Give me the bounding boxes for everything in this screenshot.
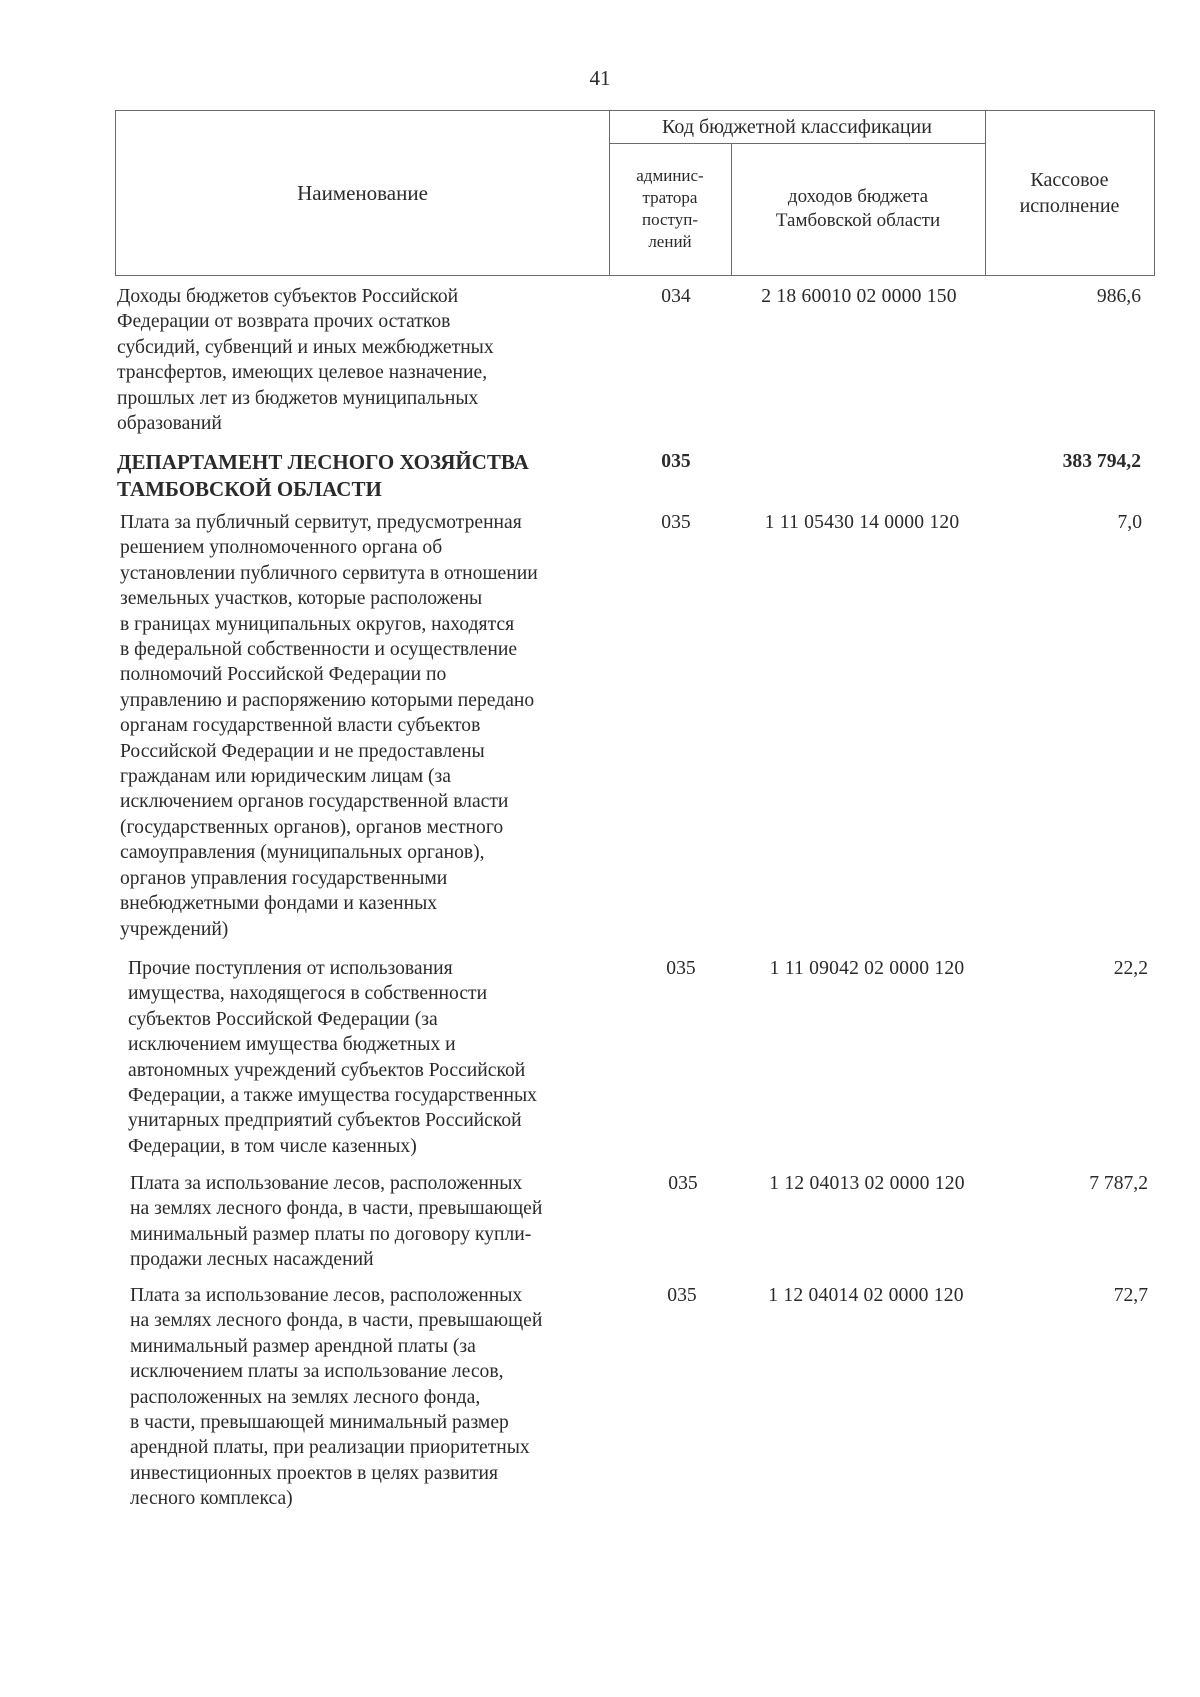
row-amount: 22,2 bbox=[1113, 958, 1148, 979]
column-header-cash-execution: Кассовое исполнение bbox=[1019, 169, 1120, 217]
row-budget-code: 1 12 04014 02 0000 120 bbox=[768, 1285, 964, 1306]
row-administrator-code: 035 bbox=[666, 958, 696, 979]
row-name: Доходы бюджетов субъектов Российской Федерации от возврата прочих остатков субсидий, субвенций и иных межбюджетных трансфертов, имеющих целевое назначение, прошлых лет из бюджетов муниципальных образований bbox=[117, 286, 494, 435]
row-name: Плата за публичный сервитут, предусмотренная решением уполномоченного органа об установлении публичного сервитута в отношении земельных участков, которые расположены в границах муниципальных округов, находятся в федеральной собственности и осуществление полномочий Российской Федерации по управлению и распоряжению которыми передано органам государственной власти субъектов Российской Федерации и не предоставлены гражданам или юридическим лицам (за исключением органов государственной власти (государственных органов), органов местного самоуправления (муниципальных органов), органов управления государственными внебюджетными фондами и казенных учреждений) bbox=[120, 512, 538, 940]
row-budget-code: 1 12 04013 02 0000 120 bbox=[769, 1173, 965, 1194]
row-amount: 986,6 bbox=[1096, 286, 1141, 307]
row-name: ДЕПАРТАМЕНТ ЛЕСНОГО ХОЗЯЙСТВА ТАМБОВСКОЙ ОБЛАСТИ bbox=[117, 450, 529, 501]
row-administrator-code: 034 bbox=[661, 286, 691, 307]
row-administrator-code: 035 bbox=[661, 451, 691, 472]
row-budget-code: 2 18 60010 02 0000 150 bbox=[761, 286, 957, 307]
row-amount: 7 787,2 bbox=[1089, 1173, 1148, 1194]
row-budget-code: 1 11 05430 14 0000 120 bbox=[764, 512, 960, 533]
column-group-budget-code: Код бюджетной классификации bbox=[662, 115, 932, 138]
row-administrator-code: 035 bbox=[668, 1173, 698, 1194]
row-amount: 383 794,2 bbox=[1062, 451, 1141, 472]
row-administrator-code: 035 bbox=[661, 512, 691, 533]
column-header-administrator: админис- тратора поступ- лений bbox=[636, 166, 704, 251]
row-budget-code: 1 11 09042 02 0000 120 bbox=[769, 958, 965, 979]
column-header-budget-income: доходов бюджета Тамбовской области bbox=[775, 186, 941, 231]
row-name: Плата за использование лесов, расположенных на землях лесного фонда, в части, превышающей минимальный размер арендной платы (за исключением платы за использование лесов, расположенных на землях лесного фонда, в части, превышающей минимальный размер арендной платы, при реализации приоритетных инвестиционных проектов в целях развития лесного комплекса) bbox=[130, 1285, 543, 1510]
row-name: Прочие поступления от использования имущества, находящегося в собственности субъектов Российской Федерации (за исключением имущества бюджетных и автономных учреждений субъектов Российской Федерации, а также имущества государственных унитарных предприятий субъектов Российской Федерации, в том числе казенных) bbox=[128, 958, 537, 1157]
row-name: Плата за использование лесов, расположенных на землях лесного фонда, в части, превышающей минимальный размер платы по договору купли- продажи лесных насаждений bbox=[130, 1173, 543, 1271]
row-amount: 7,0 bbox=[1117, 512, 1142, 533]
page-number: 41 bbox=[589, 66, 611, 90]
column-header-name: Наименование bbox=[297, 180, 428, 205]
table-header bbox=[115, 110, 1155, 276]
row-administrator-code: 035 bbox=[667, 1285, 697, 1306]
row-amount: 72,7 bbox=[1113, 1285, 1148, 1306]
